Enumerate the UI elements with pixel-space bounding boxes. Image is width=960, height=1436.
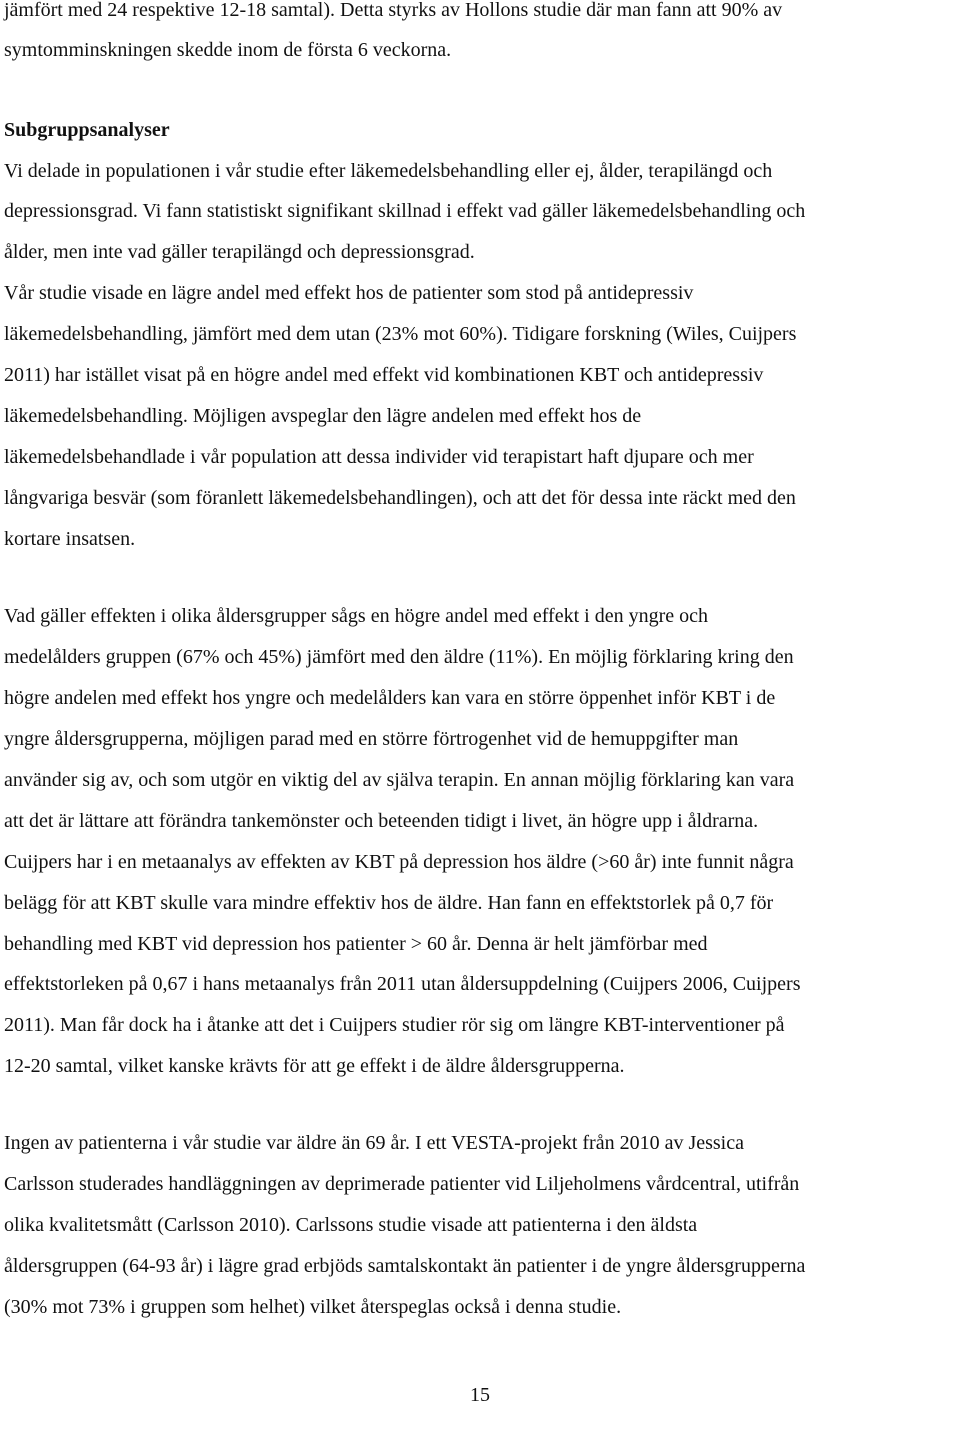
paragraph-line: att det är lättare att förändra tankemönster och beteenden tidigt i livet, än högre upp i åldrarna. (4, 810, 759, 832)
paragraph-line: läkemedelsbehandling, jämfört med dem utan (23% mot 60%). Tidigare forskning (Wiles, Cuijpers (4, 323, 797, 345)
intro-line: symtomminskningen skedde inom de första 6 veckorna. (4, 39, 452, 61)
paragraph-line: åldersgruppen (64-93 år) i lägre grad erbjöds samtalskontakt än patienter i de yngre åldersgrupperna (4, 1255, 806, 1277)
paragraph-line: långvariga besvär (som föranlett läkemedelsbehandlingen), och att det för dessa inte räckt med den (4, 487, 796, 509)
paragraph-line: Vi delade in populationen i vår studie efter läkemedelsbehandling eller ej, ålder, terapilängd och (4, 160, 773, 182)
paragraph-line: Carlsson studerades handläggningen av deprimerade patienter vid Liljeholmens vårdcentral, utifrån (4, 1173, 800, 1195)
paragraph-line: använder sig av, och som utgör en viktig del av själva terapin. En annan möjlig förklaring kan vara (4, 769, 795, 791)
paragraph-line: effektstorleken på 0,67 i hans metaanalys från 2011 utan åldersuppdelning (Cuijpers 2006, Cuijpers (4, 973, 801, 995)
section-heading: Subgruppsanalyser (4, 119, 170, 141)
paragraph-line: kortare insatsen. (4, 528, 136, 550)
paragraph-line: medelålders gruppen (67% och 45%) jämfört med den äldre (11%). En möjlig förklaring kring den (4, 646, 794, 668)
paragraph-line: 2011) har istället visat på en högre andel med effekt vid kombinationen KBT och antidepressiv (4, 364, 764, 386)
page-number: 15 (470, 1384, 490, 1406)
paragraph-line: 2011). Man får dock ha i åtanke att det i Cuijpers studier rör sig om längre KBT-interventioner på (4, 1014, 785, 1036)
paragraph-line: Vår studie visade en lägre andel med effekt hos de patienter som stod på antidepressiv (4, 282, 694, 304)
paragraph-line: depressionsgrad. Vi fann statistiskt signifikant skillnad i effekt vad gäller läkemedelsbehandling och (4, 200, 806, 222)
paragraph-line: ålder, men inte vad gäller terapilängd och depressionsgrad. (4, 241, 475, 263)
paragraph-line: läkemedelsbehandling. Möjligen avspeglar den lägre andelen med effekt hos de (4, 405, 642, 427)
paragraph-line: Cuijpers har i en metaanalys av effekten av KBT på depression hos äldre (>60 år) inte funnit några (4, 851, 794, 873)
intro-line: jämfört med 24 respektive 12-18 samtal). Detta styrks av Hollons studie där man fann att 90% av (4, 0, 783, 21)
paragraph-line: läkemedelsbehandlade i vår population att dessa individer vid terapistart haft djupare och mer (4, 446, 754, 468)
paragraph-line: belägg för att KBT skulle vara mindre effektiv hos de äldre. Han fann en effektstorlek på 0,7 för (4, 892, 774, 914)
paragraph-line: högre andelen med effekt hos yngre och medelålders kan vara en större öppenhet inför KBT i de (4, 687, 776, 709)
paragraph-line: olika kvalitetsmått (Carlsson 2010). Carlssons studie visade att patienterna i den äldsta (4, 1214, 698, 1236)
paragraph-line: yngre åldersgrupperna, möjligen parad med en större förtrogenhet vid de hemuppgifter man (4, 728, 739, 750)
paragraph-line: Vad gäller effekten i olika åldersgrupper sågs en högre andel med effekt i den yngre och (4, 605, 708, 627)
paragraph-line: 12-20 samtal, vilket kanske krävts för att ge effekt i de äldre åldersgrupperna. (4, 1055, 625, 1077)
paragraph-line: (30% mot 73% i gruppen som helhet) vilket återspeglas också i denna studie. (4, 1296, 622, 1318)
paragraph-line: behandling med KBT vid depression hos patienter > 60 år. Denna är helt jämförbar med (4, 933, 708, 955)
paragraph-line: Ingen av patienterna i vår studie var äldre än 69 år. I ett VESTA-projekt från 2010 av Jessica (4, 1132, 744, 1154)
